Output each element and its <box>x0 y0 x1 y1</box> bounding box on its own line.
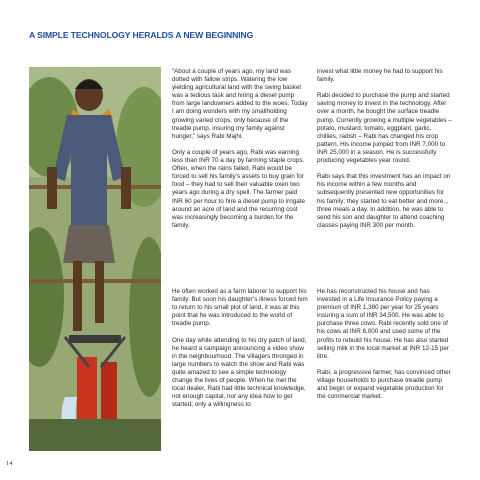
farmer-on-treadle-pump-photo <box>29 67 161 451</box>
text-column-2-top <box>317 68 453 238</box>
photo-illustration <box>29 67 161 451</box>
paragraph: Rabi, a progressive farmer, has convinced other village households to purchase treadle pump and begin or expand vegetable production for the commercial market. <box>317 368 451 401</box>
paragraph: One day while attending to his dry patch of land, he heard a campaign announcing a video show in the neighbourhood. The villagers thronged in large numbers to watch the show and Rabi was quite amazed to see a simple technology change the lives of people. When he met the local dealer, Rabi had little technical knowledge, not enough capital, nor any idea how to get started; only a willingness to <box>172 336 307 409</box>
text-column-1-top <box>172 68 308 238</box>
paragraph: invest what little money he had to support his family. <box>317 68 443 84</box>
paragraph: Rabi says that this investment has an impact on his income within a few months and subsequently presented new opportunities for his family; they started to eat better and more... three meals a day. In addition, he was able to send his son and daughter to attend coaching classes paying INR 300 per month. <box>317 173 451 229</box>
text-column-1-bottom <box>172 288 308 418</box>
paragraph: Only a couple of years ago, Rabi was earning less than INR 70 a day by farming staple crops. Often, when the rains failed, Rabi would be forced to sell his family’s assets to buy grain for food – they had to sell their valuable oxen two years ago during a dry spell. The farmer paid INR 60 per hour to hire a diesel pump to irrigate around an acre of land and the recurring cost was increasingly becoming a burden for the family. <box>172 148 306 229</box>
paragraph: Rabi decided to purchase the pump and started saving money to invest in the technology. After over a month, he bought the surface treadle pump. Currently growing a multiple vegetables – potato, mustard, tomato, eggplant, garlic, chillies, radish – Rabi has changed his crop pattern. His income jumped from INR 7,000 to INR 25,000 in a season. He is successfully producing vegetables year round. <box>317 92 452 165</box>
paragraph: “About a couple of years ago, my land was dotted with fallow strips. Watering the low yielding agricultural land with the swing basket was a tedious task and hiring a diesel pump from large landowners added to the woes. Today I am doing wonders with my smallholding growing varied crops, only because of the treadle pump, insuring my family against hunger,” says Rabi Majhi. <box>172 68 308 140</box>
text-column-2-bottom <box>317 288 453 409</box>
paragraph: He has reconstructed his house and has invested in a Life Insurance Policy paying a premium of INR 1,380 per year for 25 years insuring a sum of INR 34,500. He was able to purchase three cows. Rabi recently sold one of his cows at INR 8,000 and used some of the profits to rebuild his house. He has also started selling milk in the local market at INR 12-15 per litre. <box>317 288 449 360</box>
page-number: 14 <box>6 460 13 467</box>
page-heading: A SIMPLE TECHNOLOGY HERALDS A NEW BEGINNING <box>29 30 254 40</box>
paragraph: He often worked as a farm laborer to support his family. But soon his daughter’s illness forced him to return to his small plot of land, it was at this point that he was introduced to the world of treadle pump. <box>172 288 308 328</box>
